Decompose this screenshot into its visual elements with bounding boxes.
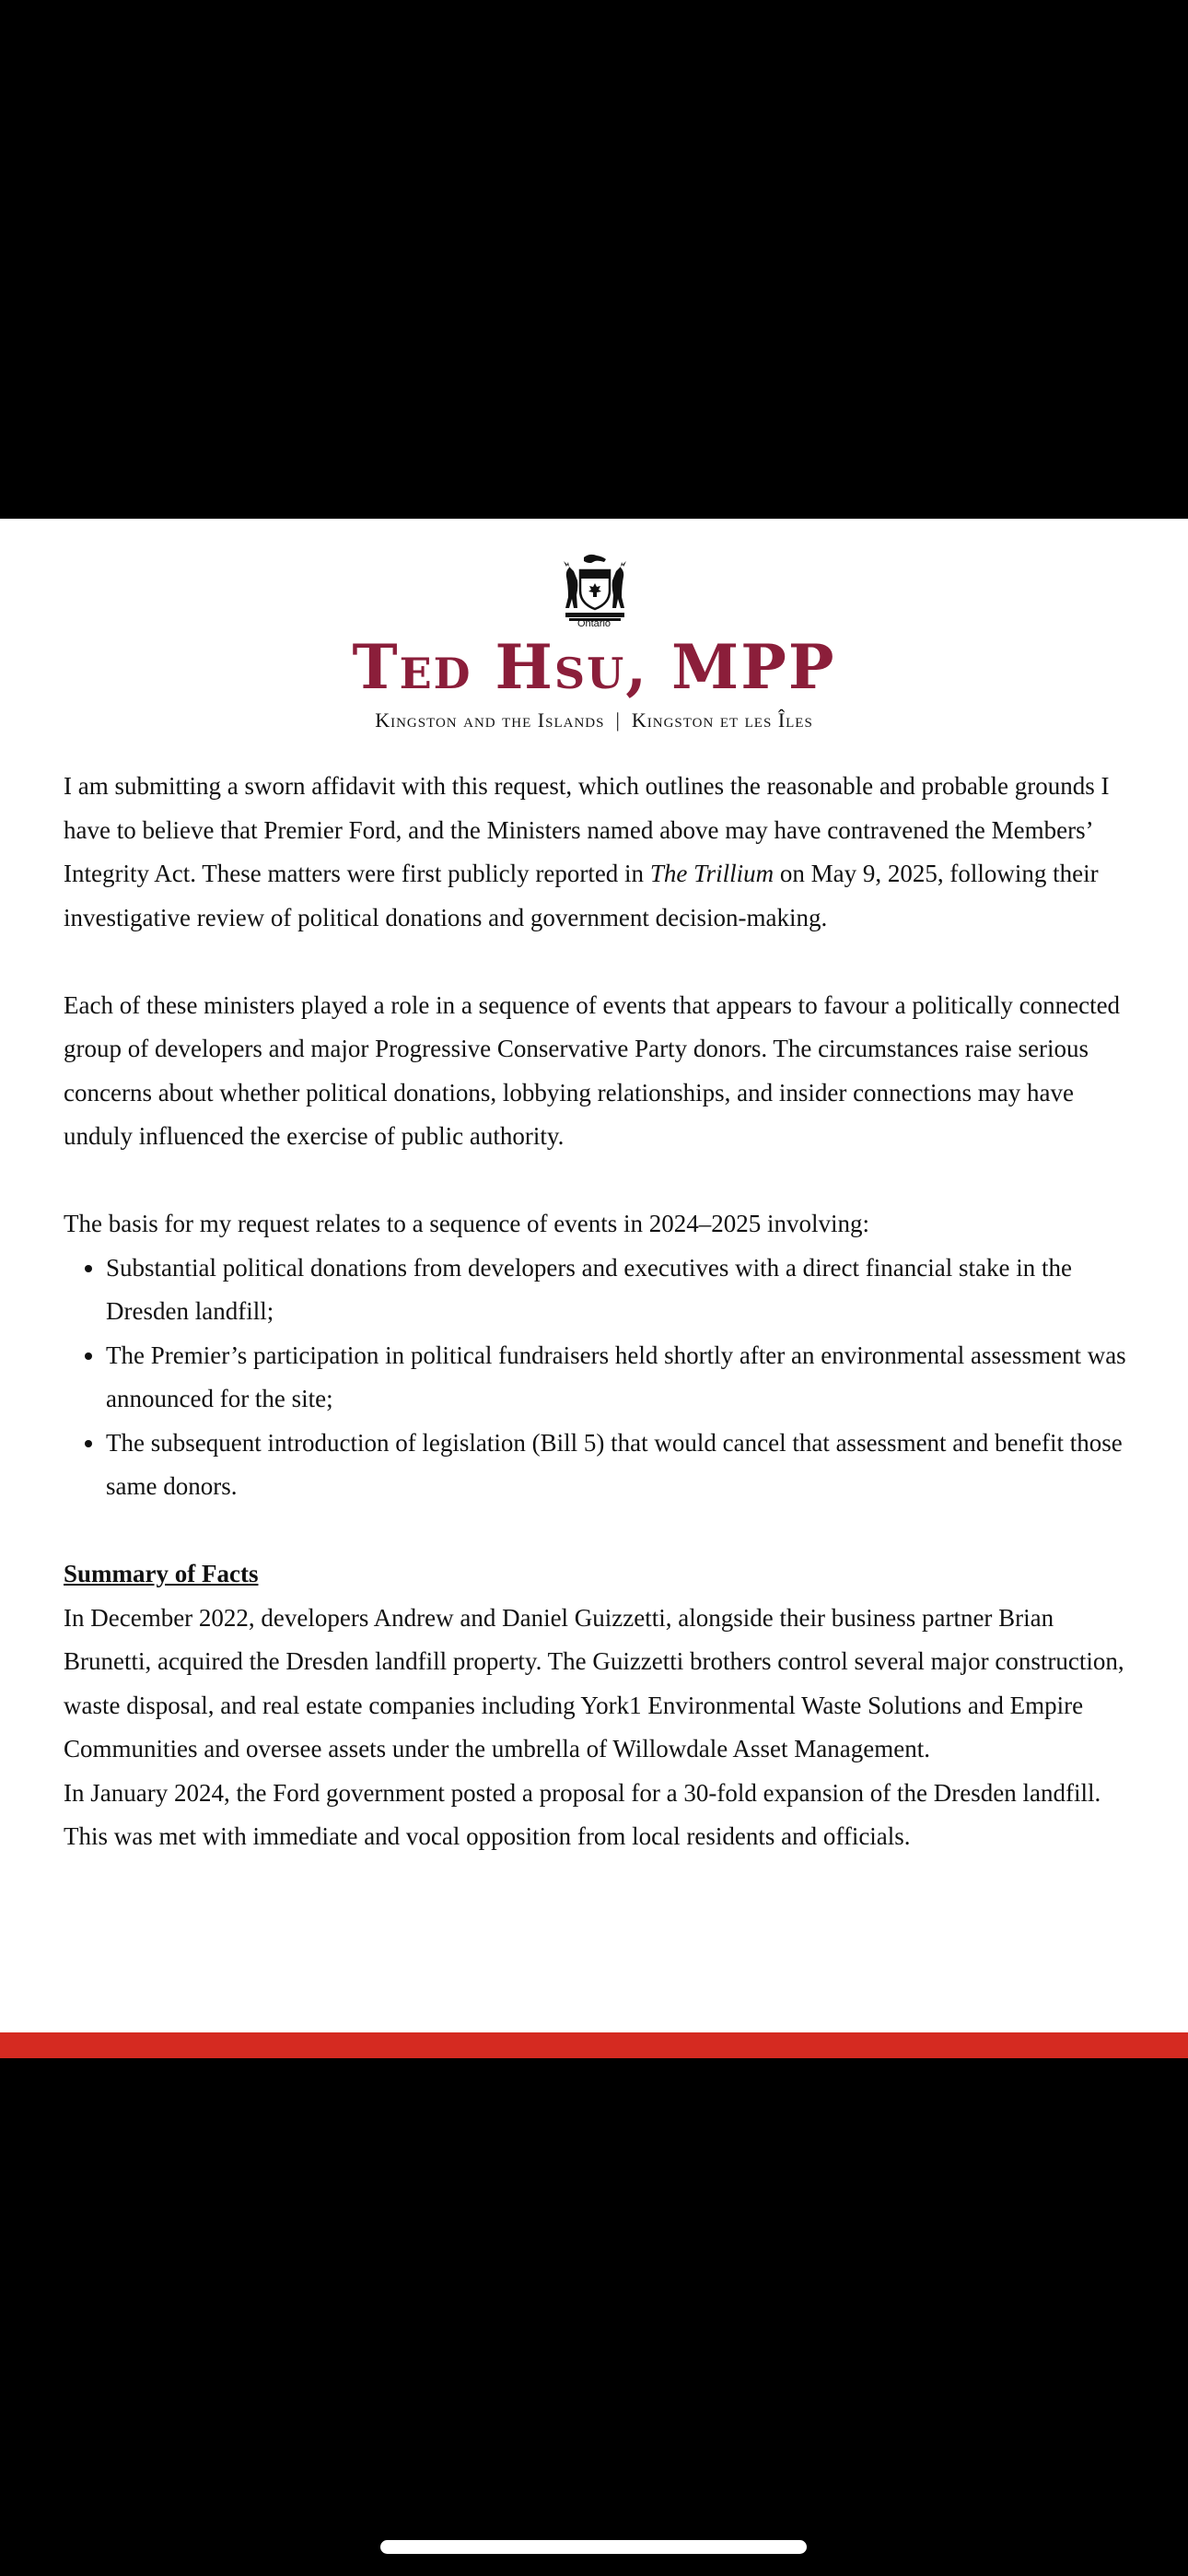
footer-red-bar bbox=[0, 2032, 1188, 2058]
publication-title: The Trillium bbox=[649, 860, 775, 887]
home-indicator[interactable] bbox=[380, 2540, 807, 2554]
basis-list bbox=[64, 1247, 1132, 1509]
paragraph-ministers: Each of these ministers played a role in a sequence of events that appears to favour a politically connected group of developers and major Progressive Conservative Party donors. The circumstances raise serious concerns about whether political donations, lobbying relationships, and insider connections may have unduly influenced the exercise of public authority. bbox=[64, 990, 1121, 1150]
ontario-coat-of-arms-icon bbox=[558, 552, 632, 626]
mpp-name: Ted Hsu, MPP bbox=[352, 631, 836, 703]
letter-body bbox=[64, 765, 1132, 1859]
summary-heading: Summary of Facts bbox=[64, 1560, 259, 1587]
riding-line bbox=[0, 708, 1188, 732]
paragraph-affidavit-text: I am submitting a sworn affidavit with this request, which outlines the reasonable and probable grounds I have to believe that Premier Ford, and the Ministers named above may have contravened the Members’ Integrity Act. These matters were first publicly reported in bbox=[64, 772, 1110, 887]
paragraph-affidavit bbox=[64, 765, 1132, 940]
crest-label: Ontario bbox=[577, 618, 611, 629]
riding-separator: | bbox=[615, 708, 621, 732]
paragraph-affidavit-text-end: on May 9, 2025, following their investigative review of political donations and government decision-making. bbox=[64, 860, 1099, 931]
paragraph-expansion: In January 2024, the Ford government posted a proposal for a 30-fold expansion of the Dresden landfill. This was met with immediate and vocal opposition from local residents and officials. bbox=[64, 1778, 1101, 1850]
list-item: • Substantial political donations from developers and executives with a direct financial stake in the Dresden landfill; bbox=[106, 1247, 1132, 1334]
top-black-area bbox=[0, 0, 1188, 519]
list-item: • The Premier’s participation in political fundraisers held shortly after an environmental assessment was announced for the site; bbox=[106, 1334, 1132, 1422]
document-page bbox=[0, 519, 1188, 2032]
list-item: • The subsequent introduction of legislation (Bill 5) that would cancel that assessment and benefit those same donors. bbox=[106, 1422, 1132, 1509]
paragraph-guizzetti: In December 2022, developers Andrew and Daniel Guizzetti, alongside their business partner Brian Brunetti, acquired the Dresden landfill property. The Guizzetti brothers control several major construction, waste disposal, and real estate companies including York1 Environmental Waste Solutions and Empire Communities and oversee assets under the umbrella of Willowdale Asset Management. bbox=[64, 1603, 1124, 1762]
riding-english: Kingston and the Islands bbox=[375, 708, 605, 732]
riding-french: Kingston et les Îles bbox=[631, 708, 813, 732]
paragraph-basis: The basis for my request relates to a sequence of events in 2024–2025 involving: bbox=[64, 1210, 870, 1237]
